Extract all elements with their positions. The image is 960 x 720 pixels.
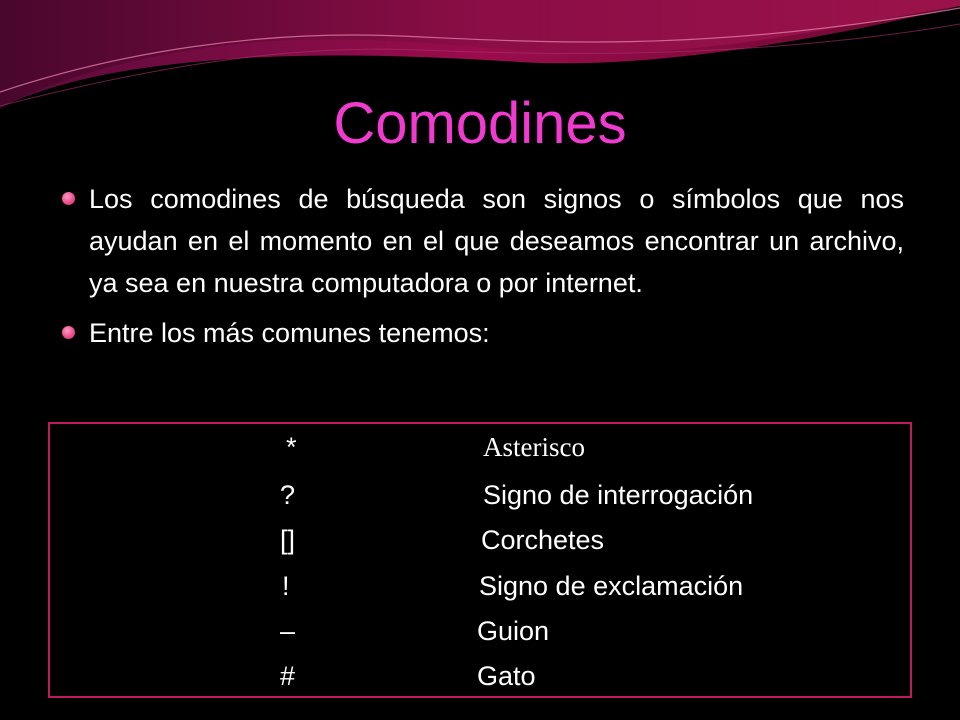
wildcard-row [50,472,910,518]
bullet-text: Entre los más comunes tenemos: [89,318,490,348]
wildcard-symbol: ? [280,480,296,510]
wildcard-symbol: [] [280,525,296,555]
wildcard-name: Gato [477,661,536,691]
bullet-item [62,312,904,354]
bullet-list [62,178,904,354]
bullet-dot-icon [62,326,75,339]
wildcard-symbol: – [280,616,296,646]
bullet-text: Los comodines de búsqueda son signos o símbolos que nos ayudan en el momento en el que deseamos encontrar un archivo, ya sea en nuestra computadora o por internet. [89,184,904,298]
wildcard-row [50,424,910,470]
wildcard-symbol: ! [282,571,290,601]
wildcard-symbol: # [280,661,296,691]
wildcard-symbol: * [286,432,297,462]
wildcard-row [50,608,910,654]
wildcard-row [50,517,910,563]
bullet-item [62,178,904,304]
wildcard-row [50,563,910,609]
wildcard-name: Signo de exclamación [479,571,744,601]
wildcard-name: Asterisco [483,432,585,462]
wildcard-name: Guion [477,616,550,646]
wildcard-name: Corchetes [481,525,605,555]
wildcard-row [50,653,910,699]
wildcard-name: Signo de interrogación [483,480,754,510]
wildcards-box [48,422,912,698]
slide-title: Comodines [333,91,627,156]
bullet-dot-icon [62,192,75,205]
